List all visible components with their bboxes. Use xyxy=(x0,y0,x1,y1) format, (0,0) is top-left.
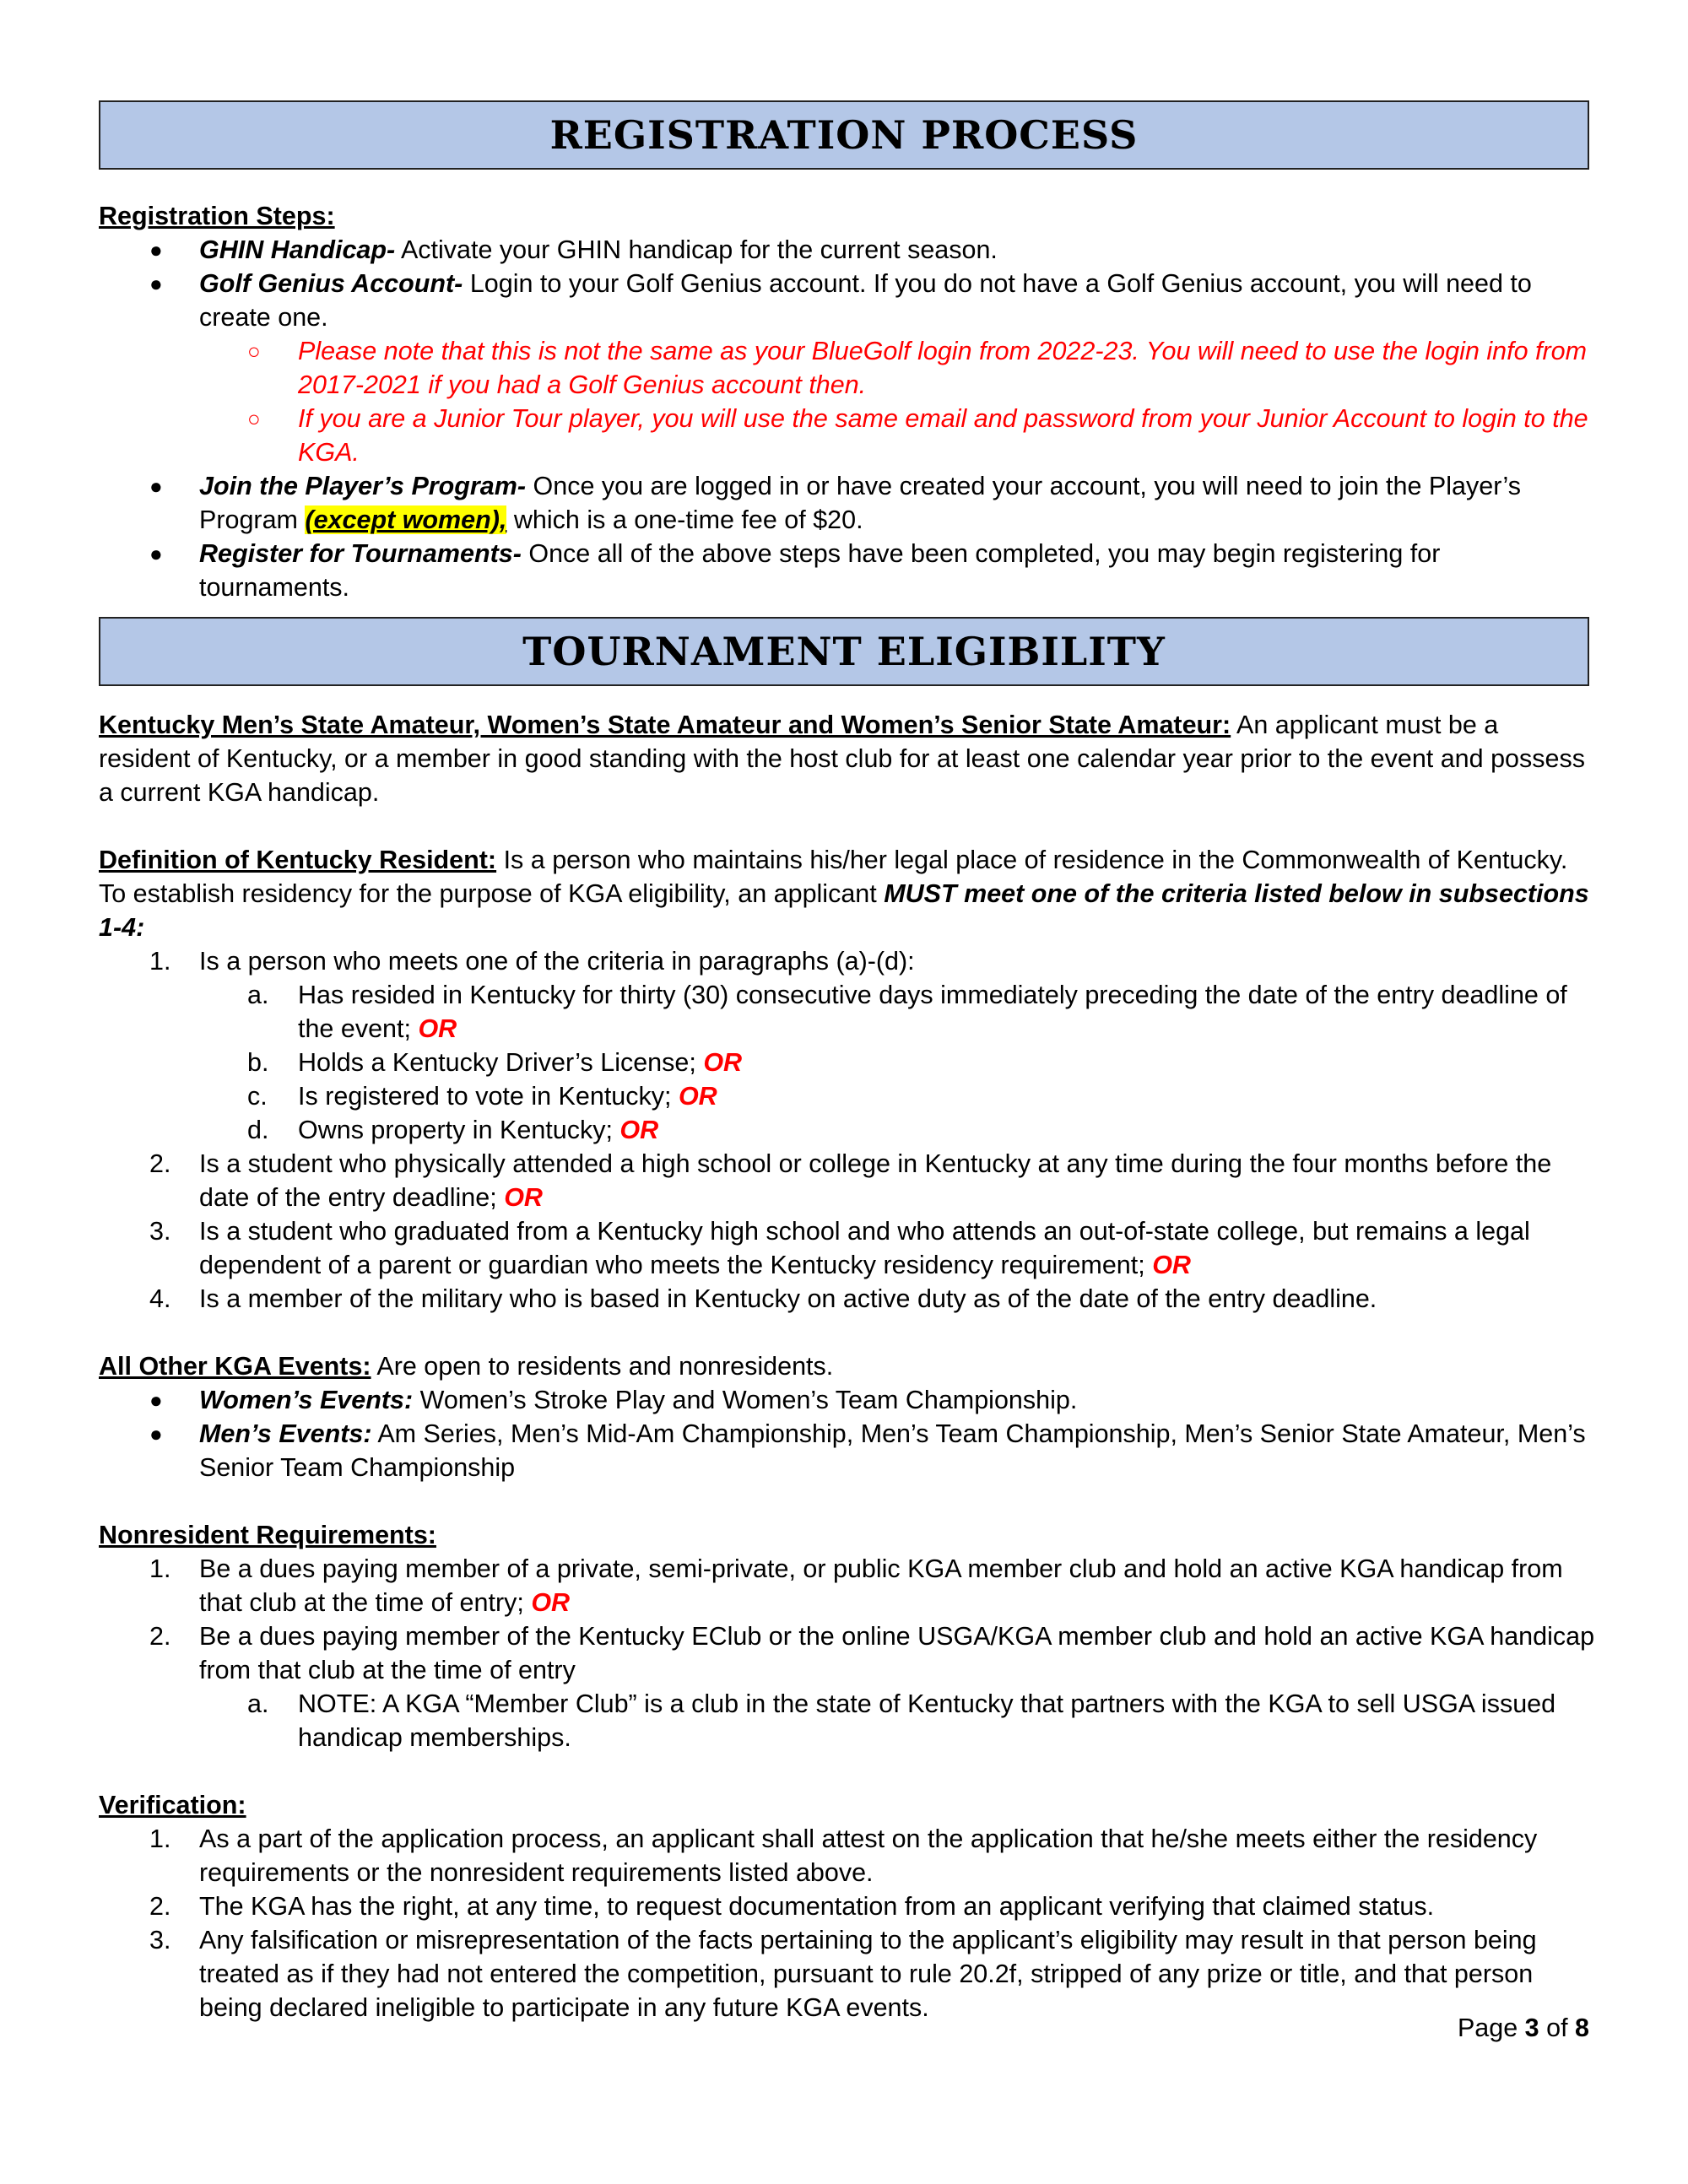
page-number: Page 3 of 8 xyxy=(1457,2014,1589,2042)
verification-heading: Verification: xyxy=(99,1791,246,1819)
bullet-icon: ● xyxy=(149,237,163,262)
list-item: 2. Be a dues paying member of the Kentucky EClub or the online USGA/KGA member club and hold an active KGA handicap from that club at the time of entry xyxy=(149,1622,1595,1684)
list-item: 4. Is a member of the military who is based in Kentucky on active duty as of the date of the entry deadline. xyxy=(149,1284,1377,1313)
list-item: 1. As a part of the application process, an applicant shall attest on the application that he/she meets either the residency requirements or the nonresident requirements listed above. xyxy=(149,1825,1538,1887)
list-item: 2. The KGA has the right, at any time, to request documentation from an applicant verifying that claimed status. xyxy=(149,1892,1435,1921)
list-item: a. NOTE: A KGA “Member Club” is a club in the state of Kentucky that partners with the KGA to sell USGA issued handicap memberships. xyxy=(247,1689,1556,1752)
circle-bullet-icon: ○ xyxy=(247,406,261,431)
list-item: c. Is registered to vote in Kentucky; OR xyxy=(247,1082,717,1111)
verification-list xyxy=(99,1822,1597,2025)
bullet-icon: ● xyxy=(149,271,163,296)
list-item: b. Holds a Kentucky Driver’s License; OR xyxy=(247,1048,743,1077)
list-item: ● GHIN Handicap- Activate your GHIN handicap for the current season. xyxy=(99,233,1597,267)
circle-bullet-icon: ○ xyxy=(247,338,261,364)
list-item: 3. Any falsification or misrepresentation of the facts pertaining to the applicant’s eligibility may result in that person being treated as if they had not entered the competition, pursuant to rule 20.2f, stripped of any prize or title, and that person being declared ineligible to participate in any future KGA events. xyxy=(149,1926,1537,2022)
list-item: ○ If you are a Junior Tour player, you will use the same email and password from your Junior Account to login to the KGA. xyxy=(99,402,1597,469)
nonresident-list xyxy=(99,1552,1597,1754)
list-item: ● Golf Genius Account- Login to your Golf Genius account. If you do not have a Golf Genius account, you will need to create one. xyxy=(99,267,1597,334)
bullet-icon: ● xyxy=(149,1387,163,1413)
list-item: ● Join the Player’s Program- Once you are logged in or have created your account, you will need to join the Player’s Program (except women), which is a one-time fee of $20. xyxy=(99,469,1597,537)
list-item: 3. Is a student who graduated from a Kentucky high school and who attends an out-of-state college, but remains a legal dependent of a parent or guardian who meets the Kentucky residency requirement; OR xyxy=(149,1217,1530,1279)
resident-definition-paragraph: Definition of Kentucky Resident: Is a person who maintains his/her legal place of residence in the Commonwealth of Kentucky. To establish residency for the purpose of KGA eligibility, an applicant MUST meet one of the criteria listed below in subsections 1-4: xyxy=(99,846,1589,942)
list-item: d. Owns property in Kentucky; OR xyxy=(247,1116,659,1144)
bullet-icon: ● xyxy=(149,1421,163,1446)
list-item: ● Women’s Events: Women’s Stroke Play and Women’s Team Championship. xyxy=(99,1383,1597,1417)
list-item: ○ Please note that this is not the same as your BlueGolf login from 2022-23. You will need to use the login info from 2017-2021 if you had a Golf Genius account then. xyxy=(99,334,1597,402)
eligibility-title: TOURNAMENT ELIGIBILITY xyxy=(522,629,1166,674)
other-events-paragraph: All Other KGA Events: Are open to residents and nonresidents. xyxy=(99,1352,834,1381)
resident-criteria-list xyxy=(99,944,1597,1316)
list-item: ● Register for Tournaments- Once all of the above steps have been completed, you may begin registering for tournaments. xyxy=(99,537,1597,604)
registration-steps-list xyxy=(99,233,1597,604)
nonresident-heading: Nonresident Requirements: xyxy=(99,1521,436,1549)
bullet-icon: ● xyxy=(149,473,163,499)
list-item: 1. Be a dues paying member of a private, semi-private, or public KGA member club and hold an active KGA handicap from that club at the time of entry; OR xyxy=(149,1554,1563,1617)
list-item: 1. Is a person who meets one of the criteria in paragraphs (a)-(d): xyxy=(149,947,915,976)
registration-section xyxy=(99,199,1597,604)
eligibility-header xyxy=(99,617,1589,686)
other-events-list xyxy=(99,1383,1597,1484)
bullet-icon: ● xyxy=(149,541,163,566)
registration-title: REGISTRATION PROCESS xyxy=(549,112,1139,158)
list-item: 2. Is a student who physically attended a high school or college in Kentucky at any time during the four months before the date of the entry deadline; OR xyxy=(149,1149,1552,1212)
list-item: a. Has resided in Kentucky for thirty (30) consecutive days immediately preceding the date of the entry deadline of the event; OR xyxy=(247,981,1567,1043)
state-amateur-paragraph: Kentucky Men’s State Amateur, Women’s State Amateur and Women’s Senior State Amateur: An applicant must be a resident of Kentucky, or a member in good standing with the host club for at least one calendar year prior to the event and possess a current KGA handicap. xyxy=(99,711,1585,807)
highlight-text: (except women), xyxy=(305,505,507,534)
list-item: ● Men’s Events: Am Series, Men’s Mid-Am Championship, Men’s Team Championship, Men’s Senior State Amateur, Men’s Senior Team Championship xyxy=(99,1417,1597,1484)
registration-header xyxy=(99,100,1589,170)
registration-steps-heading: Registration Steps: xyxy=(99,202,335,230)
eligibility-section xyxy=(99,708,1597,2025)
